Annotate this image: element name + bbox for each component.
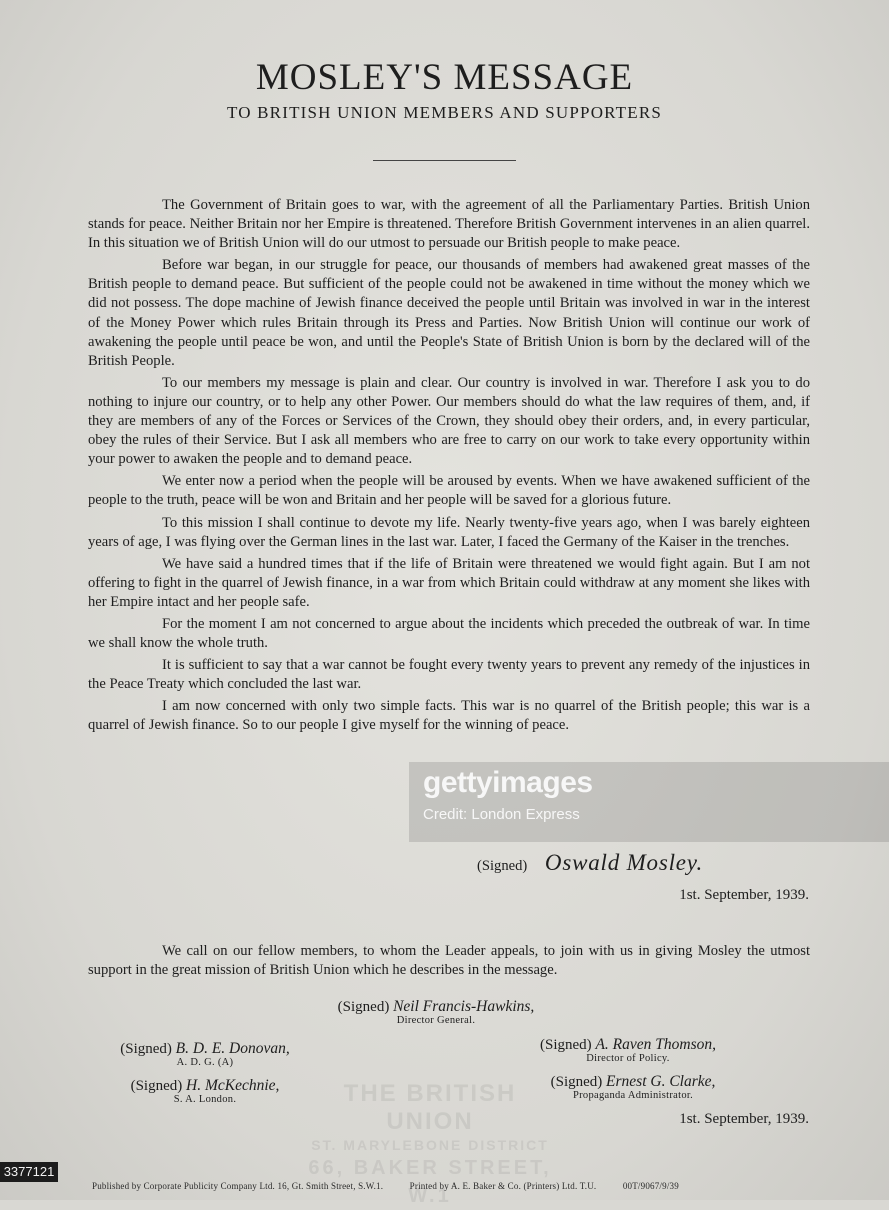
document-subtitle: TO BRITISH UNION MEMBERS AND SUPPORTERS [226, 103, 663, 122]
printer-footer [92, 1181, 812, 1191]
watermark-credit: Credit: London Express [423, 806, 580, 823]
signatory-name: B. D. E. Donovan, [175, 1040, 290, 1057]
signatory-name: A. Raven Thomson, [595, 1036, 716, 1053]
image-id-badge: 3377121 [0, 1162, 58, 1182]
signed-prefix: (Signed) [540, 1037, 592, 1053]
body-paragraph: To this mission I shall continue to devote my life. Nearly twenty-five years ago, when I was barely eighteen years of age, I was flying over the German lines in the last war. Later, I faced the Germany of the Kaiser in the trenches. [88, 514, 810, 550]
body-paragraph: We have said a hundred times that if the life of Britain were threatened we would fight again. But I am not offering to fight in the quarrel of Jewish finance, in a war from which Britain could withdraw at any moment she likes with her Empire intact and her people safe. [88, 555, 810, 610]
signatory-role: Director of Policy. [586, 1053, 670, 1064]
stamp-line: THE BRITISH UNION [343, 1080, 517, 1135]
stamp-line: ST. MARYLEBONE DISTRICT [311, 1137, 549, 1153]
stamp-line: 66, BAKER STREET, W.1 [308, 1157, 552, 1207]
footer-printer: Printed by A. E. Baker & Co. (Printers) Ltd. T.U. [409, 1181, 597, 1191]
body-paragraph: The Government of Britain goes to war, with the agreement of all the Parliamentary Parties. British Union stands for peace. Neither Britain nor her Empire is threatened. Therefore British Government intervenes in an alien quarrel. In this situation we of British Union will do our utmost to persuade our British people to make peace. [88, 197, 810, 252]
footer-publisher: Published by Corporate Publicity Company Ltd. 16, Gt. Smith Street, S.W.1. [92, 1181, 384, 1191]
signed-prefix: (Signed) [130, 1078, 183, 1094]
appeal-section [88, 942, 810, 980]
document-title: MOSLEY'S MESSAGE [255, 57, 634, 98]
signature-date: 1st. September, 1939. [679, 887, 809, 903]
signed-prefix: (Signed) [120, 1041, 172, 1057]
signed-prefix: (Signed) [550, 1074, 603, 1090]
signatory-role: Propaganda Administrator. [572, 1090, 694, 1101]
body-paragraph: To our members my message is plain and clear. Our country is involved in war. Therefore I ask you to do nothing to injure our country, or to help any other Power. Our members should do what the law requires of them, and, if they are members of any of the Forces or Services of the Crown, they should obey their orders, and, in every particular, obey the rules of their Service. But I ask all members who are free to carry on our work to take every opportunity within your power to awaken the people and to demand peace. [88, 374, 810, 468]
signatory-name: Ernest G. Clarke, [606, 1073, 716, 1090]
body-paragraph: I am now concerned with only two simple facts. This war is no quarrel of the British people; this war is a quarrel of Jewish finance. So to our people I give myself for the winning of peace. [88, 698, 810, 734]
appeal-text: We call on our fellow members, to whom the Leader appeals, to join with us in giving Mosley the utmost support in the great mission of British Union which he describes in the message. [88, 943, 810, 978]
signed-prefix: (Signed) [477, 858, 528, 874]
signatory-role: S. A. London. [173, 1094, 237, 1105]
body-paragraph: It is sufficient to say that a war cannot be fought every twenty years to prevent any remedy of the injustices in the Peace Treaty which concluded the last war. [88, 657, 810, 693]
title-divider [373, 160, 516, 161]
watermark-brand: gettyimages [423, 766, 593, 799]
signatory-name: Neil Francis-Hawkins, [393, 998, 535, 1015]
leader-signature [477, 850, 703, 876]
signatory-role: Director General. [396, 1015, 476, 1026]
signatory-role: A. D. G. (A) [176, 1057, 234, 1068]
signatory-director-general [296, 998, 576, 1026]
footer-code: 00T/9067/9/39 [622, 1181, 679, 1191]
signature-name: Oswald Mosley. [544, 850, 704, 875]
signatory-director-of-policy [508, 1036, 748, 1064]
signatory-propaganda [518, 1073, 748, 1101]
signatory-name: H. McKechnie, [186, 1077, 280, 1094]
body-paragraph: For the moment I am not concerned to argue about the incidents which preceded the outbreak of war. In time we shall know the whole truth. [88, 615, 810, 652]
signatory-sa-london [100, 1077, 310, 1105]
body-paragraph: We enter now a period when the people will be aroused by events. When we have awakened sufficient of the people to the truth, peace will be won and Britain and her people will be saved for a glorious future. [88, 473, 810, 509]
closing-date: 1st. September, 1939. [679, 1111, 809, 1127]
body-paragraph: Before war began, in our struggle for peace, our thousands of members had awakened great masses of the British people to demand peace. But sufficient of the people could not be awakened in time without the money which we did not possess. The dope machine of Jewish finance deceived the people until Britain was involved in war in the interest of the Money Power which rules Britain through its Press and Parties. Now British Union will continue our work of awakening the people until peace be won, and until the People's State of British Union is born by the declared will of the British People. [88, 257, 810, 369]
signatory-adg [90, 1040, 320, 1068]
message-body [88, 196, 810, 739]
getty-watermark [409, 762, 889, 842]
signed-prefix: (Signed) [337, 999, 390, 1015]
